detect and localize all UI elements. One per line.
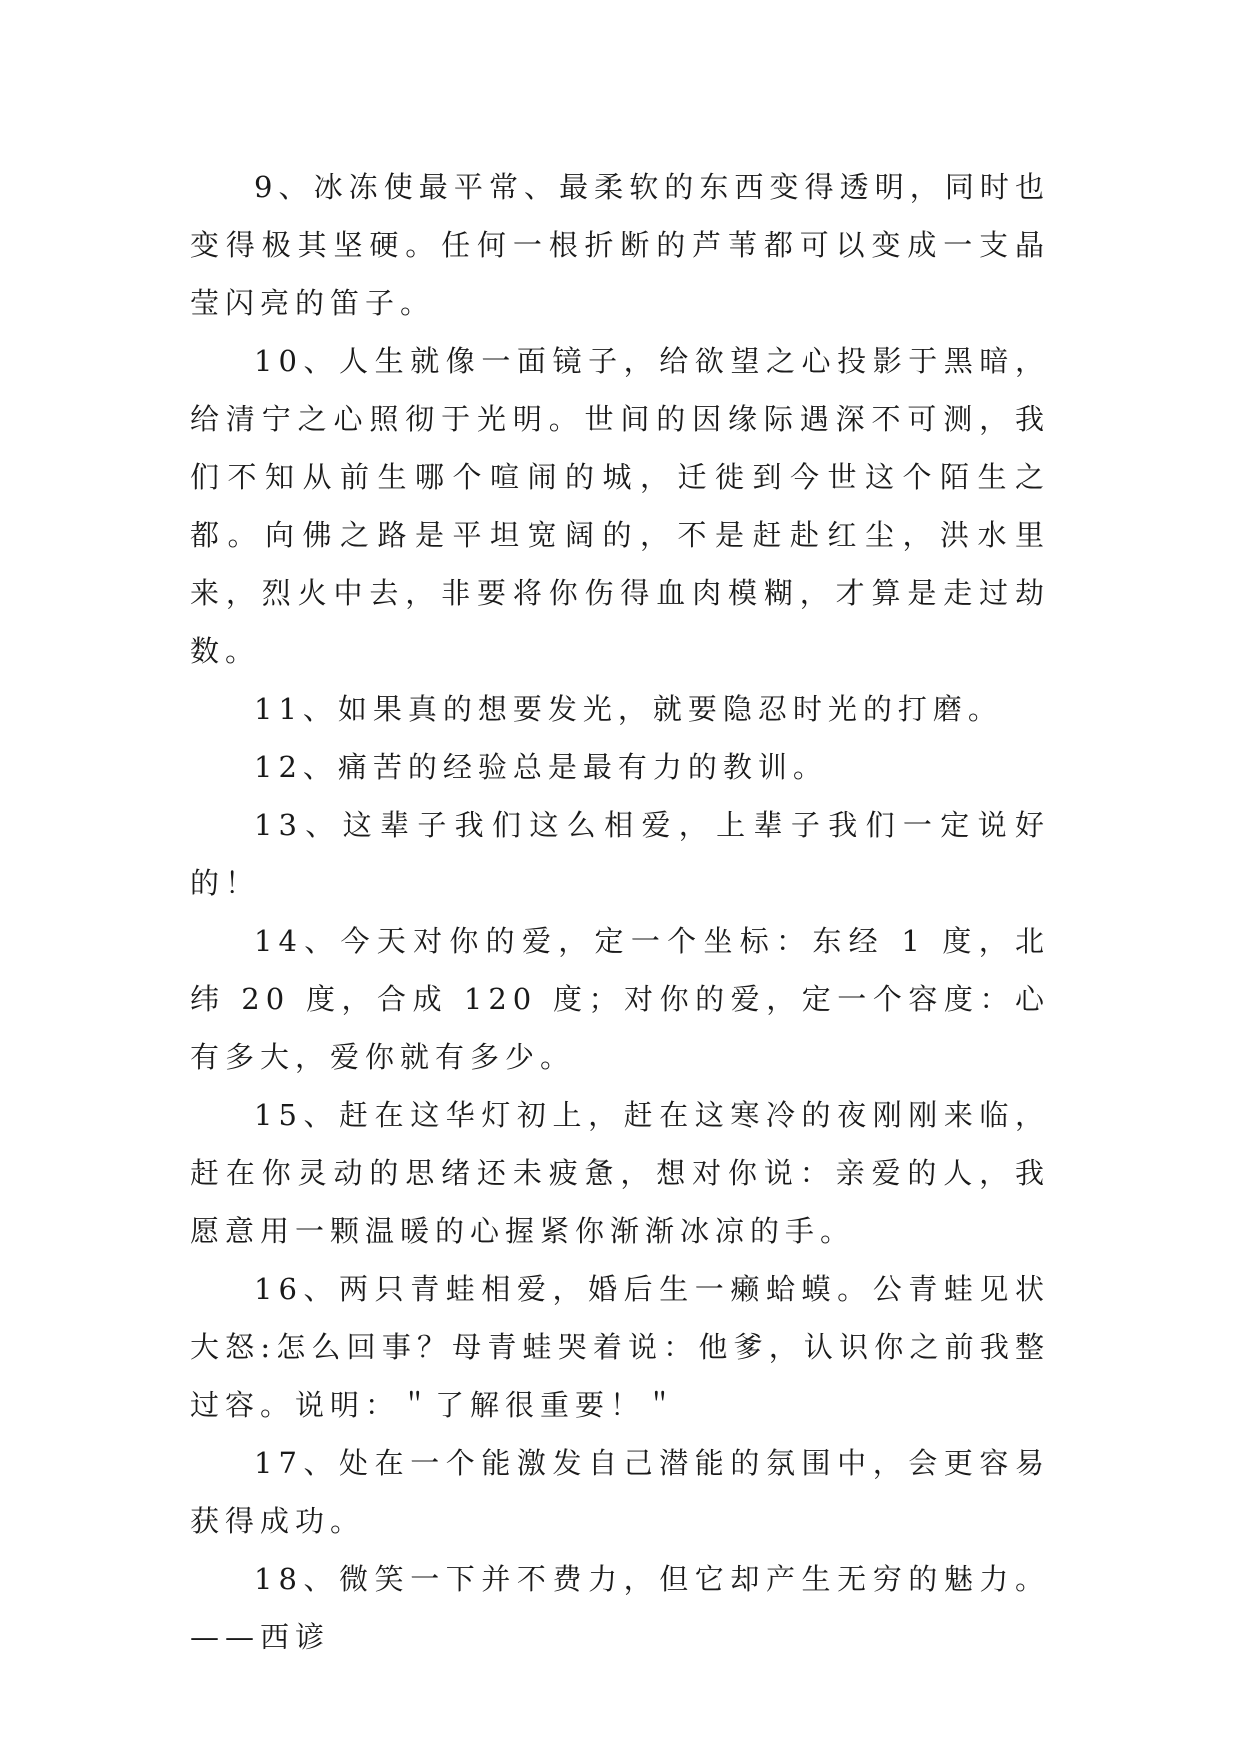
paragraph-10: 10、人生就像一面镜子，给欲望之心投影于黑暗，给清宁之心照彻于光明。世间的因缘际遇深不可测，我们不知从前生哪个喧闹的城，迁徙到今世这个陌生之都。向佛之路是平坦宽阔的，不是赶赴红尘，洪水里来，烈火中去，非要将你伤得血肉模糊，才算是走过劫数。 (190, 344, 1050, 668)
paragraph-16: 16、两只青蛙相爱，婚后生一癞蛤蟆。公青蛙见状大怒:怎么回事？母青蛙哭着说：他爹，认识你之前我整过容。说明：＂了解很重要！＂ (190, 1272, 1050, 1422)
paragraph-18: 18、微笑一下并不费力，但它却产生无穷的魅力。——西谚 (190, 1562, 1050, 1654)
paragraph-9: 9、冰冻使最平常、最柔软的东西变得透明，同时也变得极其坚硬。任何一根折断的芦苇都可以变成一支晶莹闪亮的笛子。 (190, 170, 1050, 320)
paragraph-12: 12、痛苦的经验总是最有力的教训。 (254, 750, 828, 784)
paragraph-11: 11、如果真的想要发光，就要隐忍时光的打磨。 (254, 692, 1003, 726)
paragraph-15: 15、赶在这华灯初上，赶在这寒冷的夜刚刚来临，赶在你灵动的思绪还未疲惫，想对你说：亲爱的人，我愿意用一颗温暖的心握紧你渐渐冰凉的手。 (190, 1098, 1050, 1248)
paragraph-13: 13、这辈子我们这么相爱，上辈子我们一定说好的！ (190, 808, 1050, 900)
paragraph-17: 17、处在一个能激发自己潜能的氛围中，会更容易获得成功。 (190, 1446, 1050, 1538)
paragraph-14: 14、今天对你的爱，定一个坐标：东经 1 度，北纬 20 度，合成 120 度；对你的爱，定一个容度：心有多大，爱你就有多少。 (190, 924, 1050, 1074)
document-body (190, 158, 1050, 1666)
